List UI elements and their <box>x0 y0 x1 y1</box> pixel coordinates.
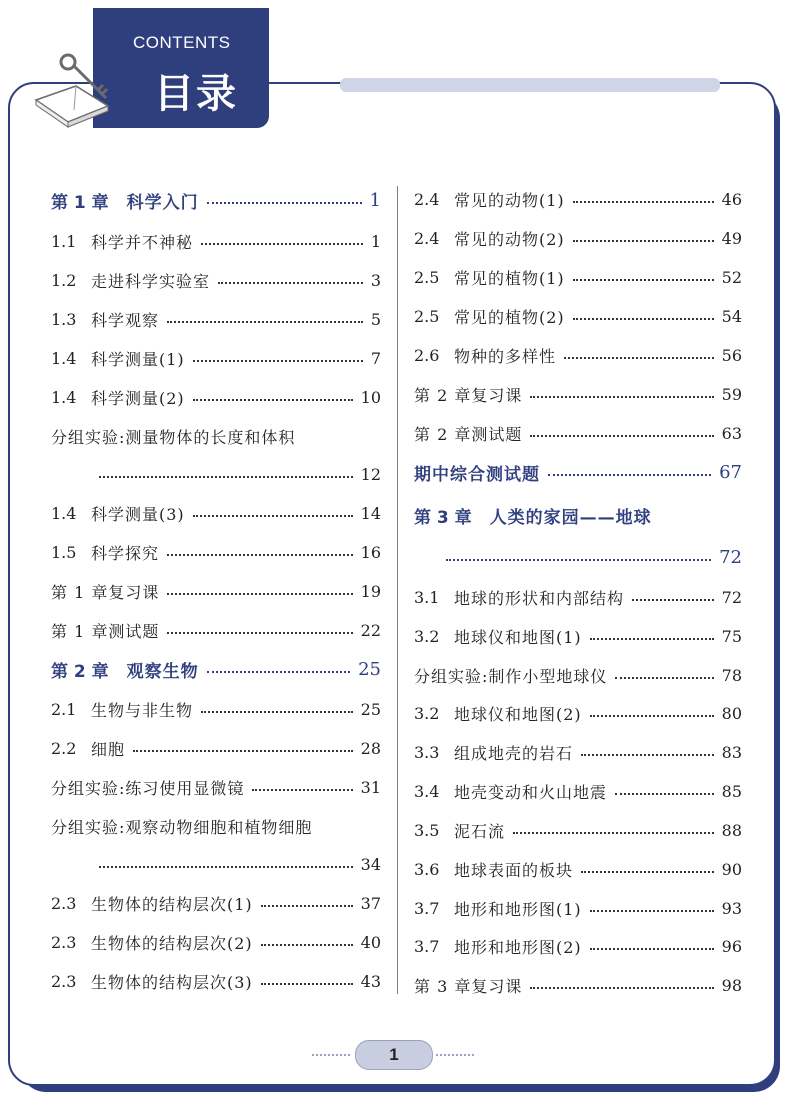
toc-leader-dots <box>548 474 711 476</box>
footer-dots-right <box>436 1054 474 1056</box>
toc-entry-row <box>51 618 381 642</box>
toc-chapter-row <box>414 460 742 484</box>
toc-entry-row <box>414 740 742 764</box>
toc-leader-dots <box>581 754 714 756</box>
toc-leader-dots <box>261 983 353 985</box>
toc-page-number: 19 <box>360 581 381 601</box>
toc-leader-dots <box>573 318 714 320</box>
toc-leader-dots <box>590 715 714 717</box>
toc-section-number: 1.4 <box>51 503 77 523</box>
toc-section-number: 2.4 <box>414 228 440 248</box>
toc-section-number: 2.5 <box>414 306 440 326</box>
toc-page-number: 40 <box>360 932 381 952</box>
toc-entry-row <box>414 934 742 958</box>
toc-entry-row <box>414 624 742 648</box>
toc-section-number: 1.1 <box>51 231 77 251</box>
toc-title: 分组实验:制作小型地球仪 <box>414 666 608 686</box>
toc-leader-dots <box>193 360 363 362</box>
toc-leader-dots <box>530 396 713 398</box>
toc-title: 生物与非生物 <box>91 700 194 720</box>
toc-title: 地形和地形图(1) <box>454 899 582 919</box>
toc-page-number: 43 <box>360 971 381 991</box>
toc-page-number: 3 <box>370 270 381 290</box>
toc-title: 第 2 章测试题 <box>414 424 523 444</box>
toc-title: 分组实验:练习使用显微镜 <box>51 778 245 798</box>
toc-section-number: 3.3 <box>414 742 440 762</box>
key-and-book-icon <box>28 48 138 128</box>
toc-title: 泥石流 <box>454 821 506 841</box>
toc-page-number: 25 <box>358 658 381 680</box>
footer-dots-left <box>312 1054 350 1056</box>
toc-leader-dots <box>218 282 363 284</box>
toc-leader-dots <box>252 789 352 791</box>
toc-title: 地球仪和地图(1) <box>454 627 582 647</box>
toc-section-number: 3.2 <box>414 703 440 723</box>
toc-title: 生物体的结构层次(3) <box>91 972 253 992</box>
toc-leader-dots <box>167 554 353 556</box>
toc-leader-dots <box>530 435 713 437</box>
toc-entry-row <box>51 736 381 760</box>
toc-chapter-row <box>51 657 381 681</box>
toc-section-number: 第 2 章 <box>51 661 109 682</box>
toc-page-number: 16 <box>360 542 381 562</box>
toc-title: 生物体的结构层次(2) <box>91 933 253 953</box>
toc-section-number: 3.7 <box>414 898 440 918</box>
toc-entry-row <box>51 229 381 253</box>
toc-section-number: 2.4 <box>414 189 440 209</box>
toc-section-number: 2.2 <box>51 738 77 758</box>
toc-page-number: 5 <box>370 309 381 329</box>
toc-section-number: 第 1 章 <box>51 192 109 213</box>
toc-page-number: 12 <box>360 464 381 484</box>
toc-leader-dots <box>573 201 714 203</box>
toc-entry-row <box>414 818 742 842</box>
toc-page-number: 63 <box>721 423 742 443</box>
toc-entry-row <box>414 265 742 289</box>
toc-entry-row <box>51 385 381 409</box>
toc-page-number: 98 <box>721 975 742 995</box>
toc-entry-row <box>414 421 742 445</box>
toc-leader-dots <box>615 677 713 679</box>
toc-title: 地壳变动和火山地震 <box>454 782 608 802</box>
toc-entry-row <box>414 663 742 687</box>
toc-title: 第 2 章复习课 <box>414 385 523 405</box>
page-number: 1 <box>355 1040 433 1070</box>
toc-leader-dots <box>573 240 714 242</box>
toc-page-number: 10 <box>360 387 381 407</box>
toc-entry-row <box>51 891 381 915</box>
toc-entry-row <box>51 346 381 370</box>
toc-section-number: 3.6 <box>414 859 440 879</box>
toc-leader-dots <box>581 871 714 873</box>
toc-leader-dots <box>201 711 353 713</box>
toc-leader-dots <box>261 944 353 946</box>
toc-section-number: 2.1 <box>51 699 77 719</box>
toc-page-number: 80 <box>721 703 742 723</box>
toc-entry-row <box>414 343 742 367</box>
toc-leader-dots <box>632 599 714 601</box>
toc-title: 物种的多样性 <box>454 346 557 366</box>
toc-title: 常见的植物(1) <box>454 268 565 288</box>
toc-leader-dots <box>193 515 353 517</box>
toc-entry-row <box>51 814 381 838</box>
toc-title: 第 3 章复习课 <box>414 976 523 996</box>
toc-entry-row <box>51 268 381 292</box>
toc-title: 常见的动物(2) <box>454 229 565 249</box>
toc-page-number: 52 <box>721 267 742 287</box>
toc-title: 科学观察 <box>91 310 160 330</box>
toc-entry-row <box>414 701 742 725</box>
toc-section-number: 1.4 <box>51 387 77 407</box>
toc-entry-row <box>414 896 742 920</box>
toc-section-number: 1.4 <box>51 348 77 368</box>
toc-entry-row <box>414 857 742 881</box>
toc-page-number: 7 <box>370 348 381 368</box>
toc-title: 科学并不神秘 <box>91 232 194 252</box>
toc-page-number: 85 <box>721 781 742 801</box>
toc-page-number: 78 <box>721 665 742 685</box>
toc-page-number: 46 <box>721 189 742 209</box>
toc-page-number: 90 <box>721 859 742 879</box>
toc-title: 常见的动物(1) <box>454 190 565 210</box>
toc-leader-dots <box>446 559 711 561</box>
toc-title: 人类的家园——地球 <box>489 507 652 528</box>
toc-section-number: 2.3 <box>51 971 77 991</box>
toc-page-number: 14 <box>360 503 381 523</box>
toc-title: 走进科学实验室 <box>91 271 211 291</box>
toc-entry-row <box>414 585 742 609</box>
toc-entry-row <box>414 973 742 997</box>
toc-title: 分组实验:观察动物细胞和植物细胞 <box>51 817 313 837</box>
toc-leader-dots <box>167 632 352 634</box>
toc-page-number: 1 <box>370 231 381 251</box>
toc-page-number: 56 <box>721 345 742 365</box>
contents-english-label: CONTENTS <box>133 33 231 52</box>
toc-title: 第 1 章复习课 <box>51 582 160 602</box>
toc-entry-row <box>51 501 381 525</box>
toc-section-number: 2.3 <box>51 932 77 952</box>
toc-leader-dots <box>167 321 363 323</box>
toc-entry-row <box>51 579 381 603</box>
toc-entry-row <box>51 462 381 486</box>
toc-title: 常见的植物(2) <box>454 307 565 327</box>
toc-page-number: 83 <box>721 742 742 762</box>
toc-title: 分组实验:测量物体的长度和体积 <box>51 427 296 447</box>
toc-leader-dots <box>573 279 714 281</box>
toc-title: 观察生物 <box>126 661 199 682</box>
toc-title: 第 1 章测试题 <box>51 621 160 641</box>
toc-section-number: 1.3 <box>51 309 77 329</box>
toc-section-number: 1.5 <box>51 542 77 562</box>
decorative-strip <box>340 78 720 92</box>
toc-section-number: 第 3 章 <box>414 507 472 528</box>
toc-page-number: 72 <box>719 546 742 568</box>
toc-title: 地球的形状和内部结构 <box>454 588 625 608</box>
toc-page-number: 59 <box>721 384 742 404</box>
toc-leader-dots <box>207 202 362 204</box>
toc-entry-row <box>51 852 381 876</box>
toc-page-number: 25 <box>360 699 381 719</box>
toc-leader-dots <box>530 987 713 989</box>
toc-title: 科学测量(2) <box>91 388 185 408</box>
toc-entry-row <box>414 226 742 250</box>
toc-page-number: 96 <box>721 936 742 956</box>
toc-title: 科学入门 <box>126 192 199 213</box>
toc-section-number: 3.1 <box>414 587 440 607</box>
toc-leader-dots <box>261 905 353 907</box>
toc-section-number: 3.4 <box>414 781 440 801</box>
toc-page-number: 93 <box>721 898 742 918</box>
toc-entry-row <box>51 697 381 721</box>
toc-entry-row <box>414 382 742 406</box>
toc-title: 组成地壳的岩石 <box>454 743 574 763</box>
toc-entry-row <box>51 540 381 564</box>
toc-section-number: 3.2 <box>414 626 440 646</box>
toc-page-number: 34 <box>360 854 381 874</box>
contents-chinese-title: 目录 <box>154 71 238 117</box>
toc-leader-dots <box>513 832 714 834</box>
toc-leader-dots <box>564 357 714 359</box>
column-divider <box>397 186 398 994</box>
toc-entry-row <box>51 930 381 954</box>
toc-leader-dots <box>590 910 714 912</box>
toc-leader-dots <box>99 866 353 868</box>
toc-chapter-row <box>414 503 742 527</box>
toc-section-number: 2.6 <box>414 345 440 365</box>
toc-leader-dots <box>207 671 350 673</box>
toc-page-number: 1 <box>369 189 381 211</box>
toc-entry-row <box>51 969 381 993</box>
toc-page-number: 28 <box>360 738 381 758</box>
toc-page-number: 37 <box>360 893 381 913</box>
toc-entry-row <box>414 304 742 328</box>
toc-title: 地球表面的板块 <box>454 860 574 880</box>
toc-title: 科学测量(3) <box>91 504 185 524</box>
toc-entry-row <box>51 307 381 331</box>
toc-leader-dots <box>615 793 714 795</box>
toc-chapter-row <box>51 188 381 212</box>
toc-leader-dots <box>133 750 353 752</box>
toc-page-number: 88 <box>721 820 742 840</box>
toc-title: 细胞 <box>91 739 126 759</box>
toc-page-number: 54 <box>721 306 742 326</box>
toc-page-number: 75 <box>721 626 742 646</box>
toc-leader-dots <box>167 593 352 595</box>
toc-page-number: 31 <box>360 777 381 797</box>
toc-title: 科学探究 <box>91 543 160 563</box>
toc-title: 期中综合测试题 <box>414 464 540 485</box>
toc-title: 生物体的结构层次(1) <box>91 894 253 914</box>
toc-title: 地形和地形图(2) <box>454 937 582 957</box>
toc-leader-dots <box>193 399 353 401</box>
toc-title: 地球仪和地图(2) <box>454 704 582 724</box>
toc-leader-dots <box>590 948 714 950</box>
toc-entry-row <box>414 545 742 569</box>
toc-section-number: 3.7 <box>414 936 440 956</box>
toc-entry-row <box>414 187 742 211</box>
toc-entry-row <box>414 779 742 803</box>
toc-title: 科学测量(1) <box>91 349 185 369</box>
toc-page-number: 22 <box>360 620 381 640</box>
toc-entry-row <box>51 424 381 448</box>
toc-section-number: 2.3 <box>51 893 77 913</box>
toc-section-number: 2.5 <box>414 267 440 287</box>
toc-page-number: 72 <box>721 587 742 607</box>
toc-leader-dots <box>201 243 363 245</box>
toc-page-number: 49 <box>721 228 742 248</box>
toc-section-number: 3.5 <box>414 820 440 840</box>
toc-section-number: 1.2 <box>51 270 77 290</box>
toc-page-number: 67 <box>719 461 742 483</box>
toc-leader-dots <box>590 638 714 640</box>
toc-leader-dots <box>99 476 353 478</box>
toc-entry-row <box>51 775 381 799</box>
